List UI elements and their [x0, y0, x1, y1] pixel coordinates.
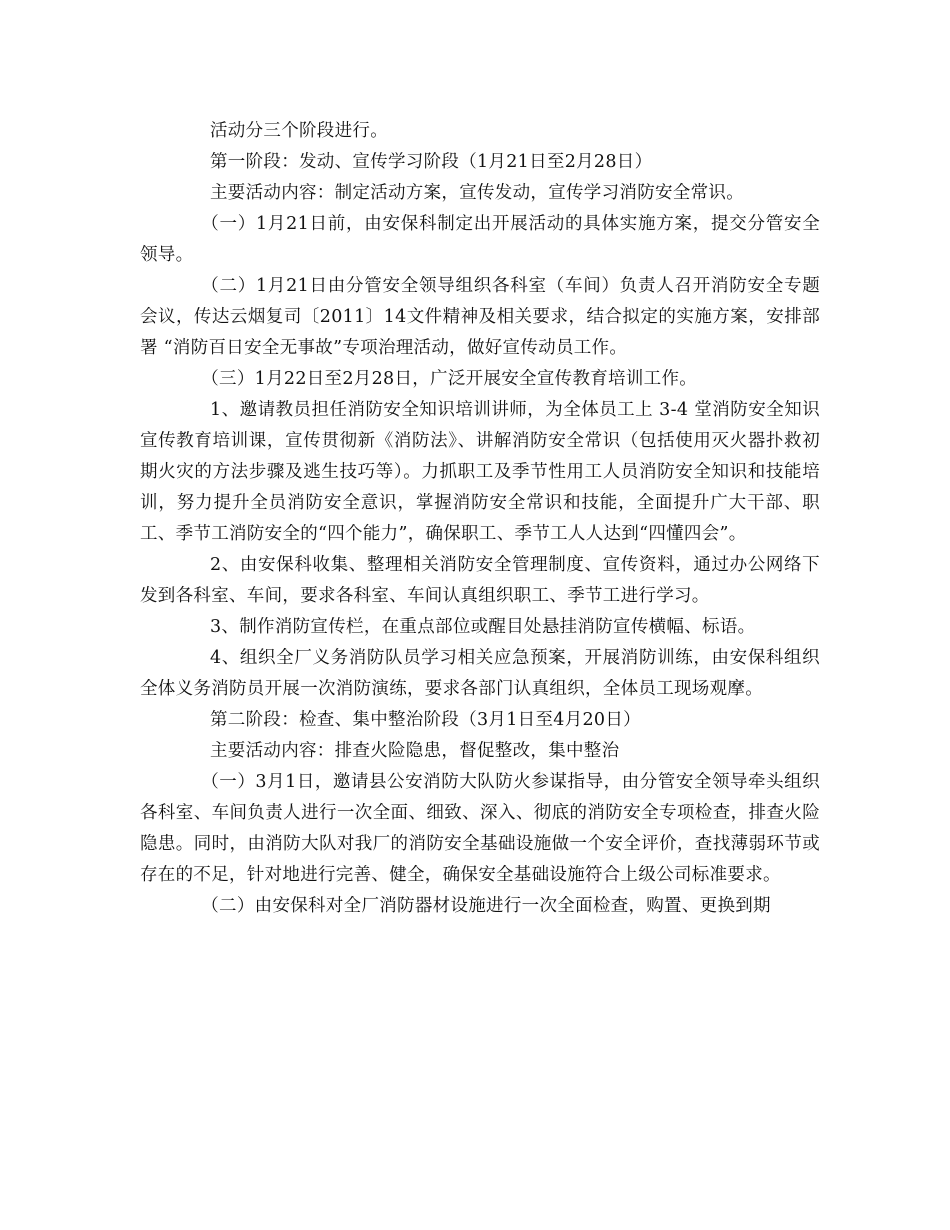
paragraph-stages-intro: 活动分三个阶段进行。 — [210, 121, 388, 141]
paragraph-training-item-1: 1、邀请教员担任消防安全知识培训讲师，为全体员工上 3-4 堂消防安全知识宣传教育培训课，宣传贯彻新《消防法》、讲解消防安全常识（包括使用灭火器扑救初期火灾的方法步骤及逃生技巧等）。力抓职工及季节性用工人员消防安全知识和技能培训，努力提升全员消防安全意识，掌握消防安全常识和技能，全面提升广大干部、职工、季节工消防安全的“四个能力”，确保职工、季节工人人达到“四懂四会”。 — [140, 400, 820, 544]
paragraph-stage-one-item-3: （三）1月22日至2月28日，广泛开展安全宣传教育培训工作。 — [201, 369, 698, 389]
paragraph-stage-two-item-1: （一）3月1日，邀请县公安消防大队防火参谋指导，由分管安全领导牵头组织各科室、车间负责人进行一次全面、细致、深入、彻底的消防安全专项检查，排查火险隐患。同时，由消防大队对我厂的消防安全基础设施做一个安全评价，查找薄弱环节或存在的不足，针对地进行完善、健全，确保安全基础设施符合上级公司标准要求。 — [140, 772, 820, 885]
paragraph-stage-two-content: 主要活动内容：排查火险隐患，督促整改，集中整治 — [210, 741, 620, 761]
paragraph-stage-two-heading: 第二阶段：检查、集中整治阶段（3月1日至4月20日） — [210, 710, 641, 730]
paragraph-training-item-2: 2、由安保科收集、整理相关消防安全管理制度、宣传资料，通过办公网络下发到各科室、车间，要求各科室、车间认真组织职工、季节工进行学习。 — [140, 555, 820, 606]
paragraph-training-item-3: 3、制作消防宣传栏，在重点部位或醒目处悬挂消防宣传横幅、标语。 — [210, 617, 756, 637]
paragraph-stage-one-heading: 第一阶段：发动、宣传学习阶段（1月21日至2月28日） — [210, 152, 653, 172]
paragraph-stage-two-item-2: （二）由安保科对全厂消防器材设施进行一次全面检查，购置、更换到期 — [201, 896, 771, 916]
paragraph-stage-one-content: 主要活动内容：制定活动方案，宣传发动，宣传学习消防安全常识。 — [210, 183, 744, 203]
paragraph-stage-one-item-2: （二）1月21日由分管安全领导组织各科室（车间）负责人召开消防安全专题会议，传达云烟复司〔2011〕14文件精神及相关要求，结合拟定的实施方案，安排部署 “消防百日安全无事故”专项治理活动，做好宣传动员工作。 — [140, 276, 820, 358]
document-body — [140, 116, 820, 922]
paragraph-training-item-4: 4、组织全厂义务消防队员学习相关应急预案，开展消防训练，由安保科组织全体义务消防员开展一次消防演练，要求各部门认真组织，全体员工现场观摩。 — [140, 648, 820, 699]
paragraph-stage-one-item-1: （一）1月21日前，由安保科制定出开展活动的具体实施方案，提交分管安全领导。 — [140, 214, 820, 265]
